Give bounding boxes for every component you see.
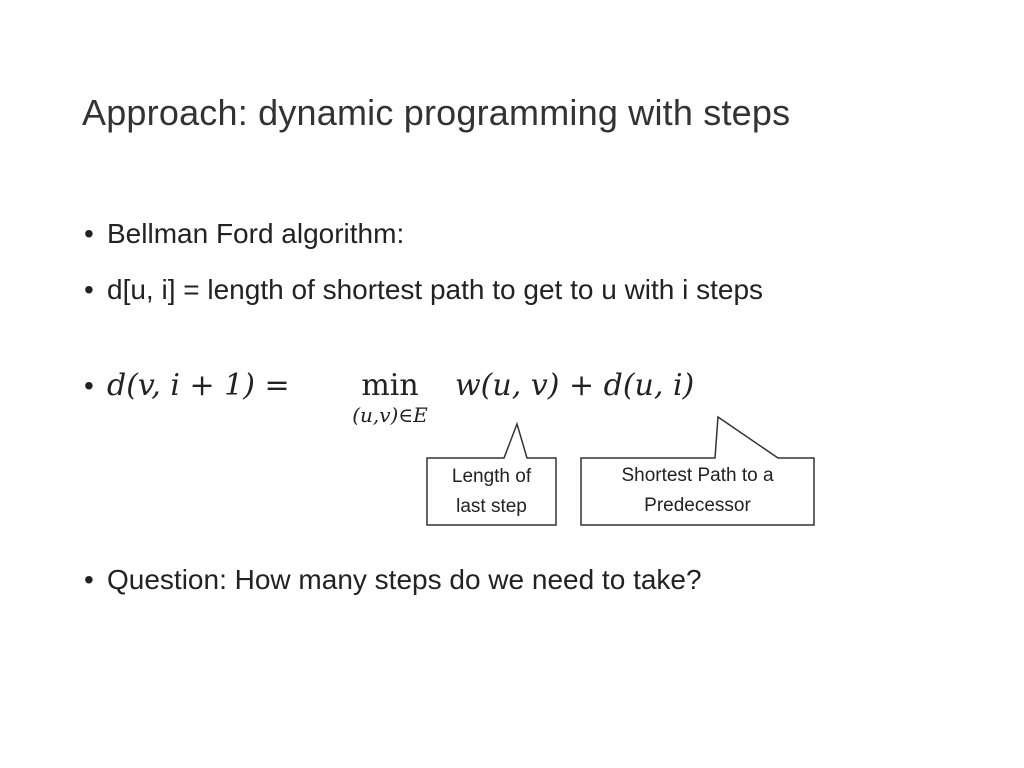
equation-lhs: d(v, i + 1) = bbox=[107, 368, 290, 403]
slide-title: Approach: dynamic programming with steps bbox=[82, 92, 791, 133]
min-subscript: (u,v)∈E bbox=[352, 403, 428, 427]
callout-line: last step bbox=[456, 496, 527, 517]
callout-line: Predecessor bbox=[644, 495, 751, 516]
bullet-marker: • bbox=[84, 564, 94, 595]
bullet-marker: • bbox=[84, 218, 94, 249]
bullet-text: d[u, i] = length of shortest path to get to u with i steps bbox=[107, 274, 764, 305]
callout-text-length bbox=[427, 462, 556, 522]
min-operator bbox=[330, 370, 450, 426]
bullet-marker: • bbox=[84, 274, 94, 305]
min-word: min bbox=[361, 368, 419, 403]
bullet-text: Question: How many steps do we need to take? bbox=[107, 564, 702, 595]
callout-line: Length of bbox=[451, 466, 532, 487]
callout-text-shortest bbox=[581, 461, 814, 521]
bullet-marker: • bbox=[84, 370, 94, 401]
equation-rhs: w(u, v) + d(u, i) bbox=[455, 368, 695, 403]
callout-line: Shortest Path to a bbox=[621, 465, 774, 486]
bullet-text: Bellman Ford algorithm: bbox=[107, 218, 405, 249]
